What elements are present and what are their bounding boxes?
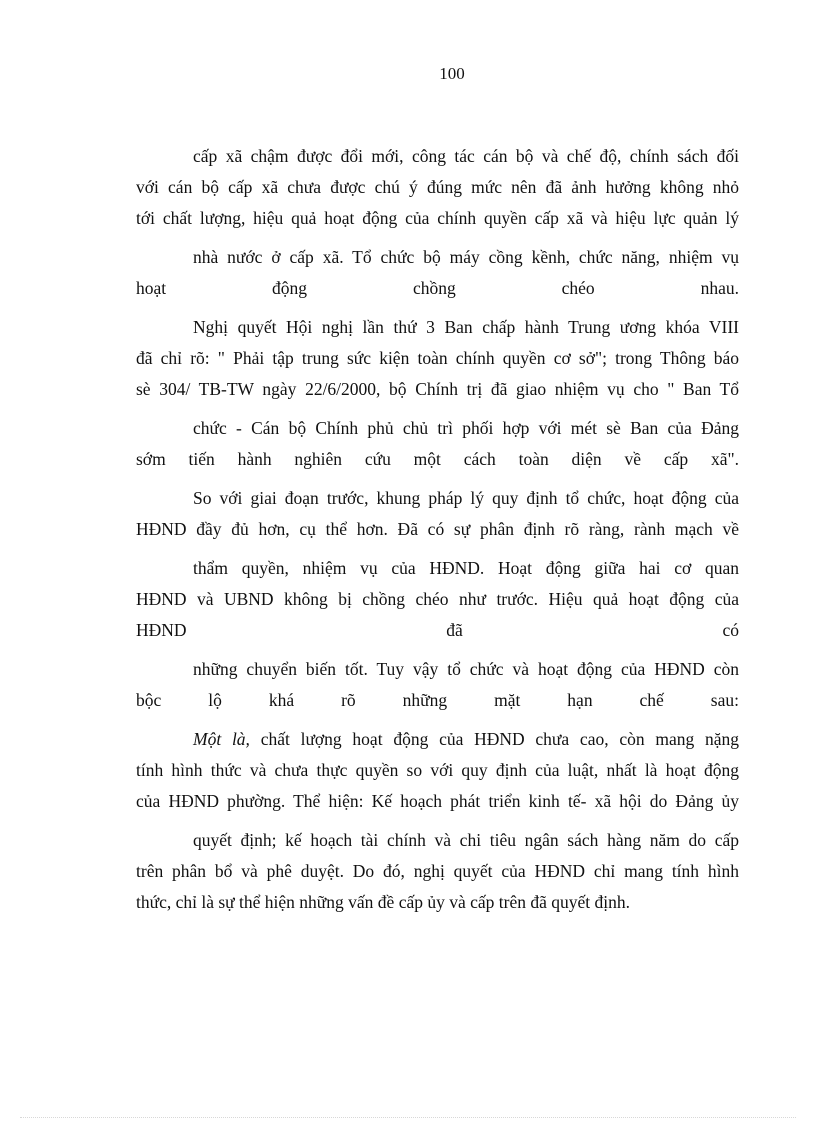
text-line: hoạt động chồng chéo nhau. (136, 278, 739, 298)
text-line: chức - Cán bộ Chính phủ chủ trì phối hợp với mét sè Ban của Đảng (193, 418, 739, 438)
text-line: HĐND đã có (136, 620, 739, 640)
text-line: với cán bộ cấp xã chưa được chú ý đúng mức nên đã ảnh hưởng không nhỏ (136, 177, 739, 197)
text-line: tới chất lượng, hiệu quả hoạt động của chính quyền cấp xã và hiệu lực quản lý (136, 208, 739, 228)
text-line: tính hình thức và chưa thực quyền so với quy định của luật, nhất là hoạt động (136, 760, 739, 780)
text-line: HĐND và UBND không bị chồng chéo như trước. Hiệu quả hoạt động của (136, 589, 739, 609)
page-number: 100 (439, 64, 465, 83)
text-line: đã chỉ rõ: " Phải tập trung sức kiện toàn chính quyền cơ sở"; trong Thông báo (136, 348, 739, 368)
text-line: của HĐND phường. Thể hiện: Kế hoạch phát triển kinh tế- xã hội do Đảng ủy (136, 791, 739, 811)
text-line: HĐND đầy đủ hơn, cụ thể hơn. Đã có sự phân định rõ ràng, rành mạch về (136, 519, 739, 539)
text-line: sớm tiến hành nghiên cứu một cách toàn diện về cấp xã". (136, 449, 739, 469)
text-line (193, 729, 739, 749)
text-line: thẩm quyền, nhiệm vụ của HĐND. Hoạt động giữa hai cơ quan (193, 558, 739, 578)
page-bottom-rule (20, 1117, 796, 1118)
text-line: cấp xã chậm được đổi mới, công tác cán bộ và chế độ, chính sách đối (193, 146, 739, 166)
text-line: thức, chỉ là sự thể hiện những vấn đề cấp ủy và cấp trên đã quyết định. (136, 892, 630, 912)
text-line: nhà nước ở cấp xã. Tổ chức bộ máy cồng kềnh, chức năng, nhiệm vụ (193, 247, 739, 267)
text-line: So với giai đoạn trước, khung pháp lý quy định tổ chức, hoạt động của (193, 488, 739, 508)
text-line: bộc lộ khá rõ những mặt hạn chế sau: (136, 690, 739, 710)
text-line: những chuyển biến tốt. Tuy vậy tổ chức và hoạt động của HĐND còn (193, 659, 739, 679)
text-line: trên phân bổ và phê duyệt. Do đó, nghị quyết của HĐND chỉ mang tính hình (136, 861, 739, 881)
text-line: quyết định; kế hoạch tài chính và chi tiêu ngân sách hàng năm do cấp (193, 830, 739, 850)
text-line: sè 304/ TB-TW ngày 22/6/2000, bộ Chính trị đã giao nhiệm vụ cho " Ban Tổ (136, 379, 739, 399)
emphasis-text: Một là, (193, 729, 250, 749)
text-fragment: chất lượng hoạt động của HĐND chưa cao, còn mang nặng (260, 729, 739, 749)
text-line: Nghị quyết Hội nghị lần thứ 3 Ban chấp hành Trung ương khóa VIII (193, 317, 739, 337)
